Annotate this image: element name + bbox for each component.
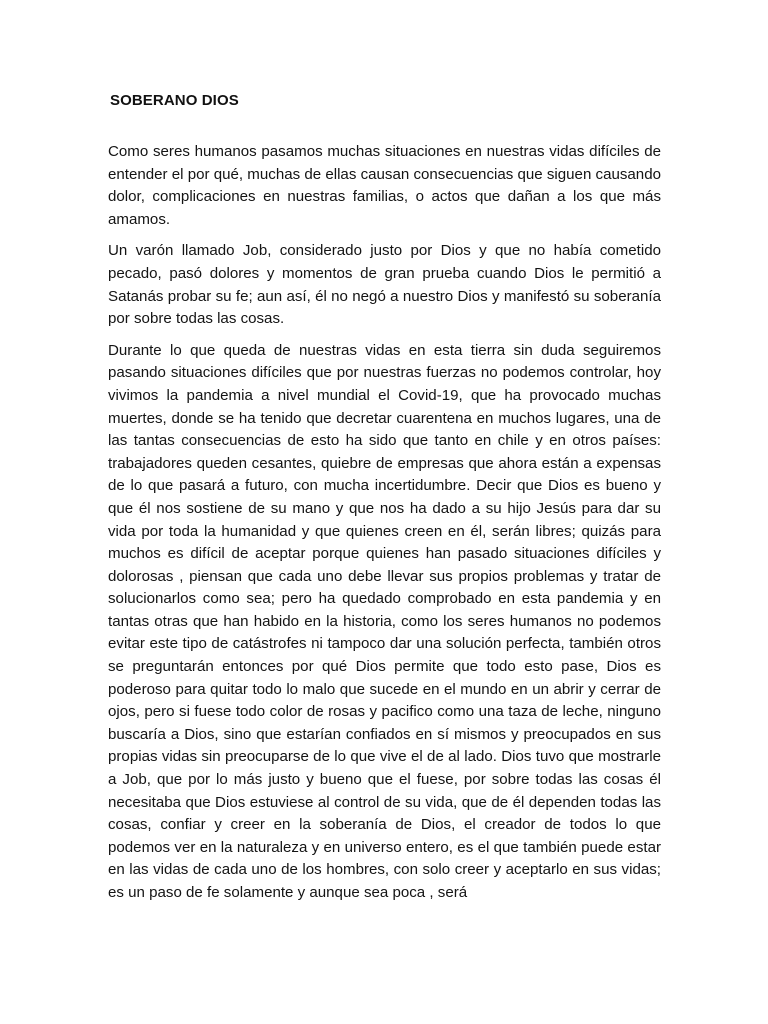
document-body <box>108 141 661 914</box>
paragraph-pandemic: Durante lo que queda de nuestras vidas en esta tierra sin duda seguiremos pasando situaciones difíciles que por nuestras fuerzas no podemos controlar, hoy vivimos la pandemia a nivel mundial el Covid-19, que ha provocado muchas muertes, donde se ha tenido que decretar cuarentena en muchos lugares, una de las tantas consecuencias de esto ha sido que tanto en chile y en otros países: trabajadores queden cesantes, quiebre de empresas que ahora están a expensas de lo que pasará a futuro, con mucha incertidumbre. Decir que Dios es bueno y que él nos sostiene de su mano y que nos ha dado a su hijo Jesús para dar su vida por toda la humanidad y que quienes creen en él, serán libres; quizás para muchos es difícil de aceptar porque quienes han pasado situaciones difíciles y dolorosas , piensan que cada uno debe llevar sus propios problemas y tratar de solucionarlos como sea; pero ha quedado comprobado en esta pandemia y en tantas otras que han habido en la historia, como los seres humanos no podemos evitar este tipo de catástrofes ni tampoco dar una solución perfecta, también otros se preguntarán entonces por qué Dios permite que todo esto pase, Dios es poderoso para quitar todo lo malo que sucede en el mundo en un abrir y cerrar de ojos, pero si fuese todo color de rosas y pacifico como una taza de leche, ninguno buscaría a Dios, sino que estarían confiados en sí mismos y preocupados en sus propias vidas sin preocuparse de lo que vive el de al lado. Dios tuvo que mostrarle a Job, que por lo más justo y bueno que el fuese, por sobre todas las cosas él necesitaba que Dios estuviese al control de su vida, que de él dependen todas las cosas, confiar y creer en la soberanía de Dios, el creador de todos lo que podemos ver en la naturaleza y en universo entero, es el que también puede estar en las vidas de cada uno de los hombres, con solo creer y aceptarlo en sus vidas; es un paso de fe solamente y aunque sea poca , será <box>108 341 661 901</box>
document-title: SOBERANO DIOS <box>110 92 239 109</box>
paragraph-job: Un varón llamado Job, considerado justo por Dios y que no había cometido pecado, pasó dolores y momentos de gran prueba cuando Dios le permitió a Satanás probar su fe; aun así, él no negó a nuestro Dios y manifestó su soberanía por sobre todas las cosas. <box>108 242 661 328</box>
paragraph-intro: Como seres humanos pasamos muchas situaciones en nuestras vidas difíciles de entender el por qué, muchas de ellas causan consecuencias que siguen causando dolor, complicaciones en nuestras familias, o actos que dañan a los que más amamos. <box>108 143 661 228</box>
